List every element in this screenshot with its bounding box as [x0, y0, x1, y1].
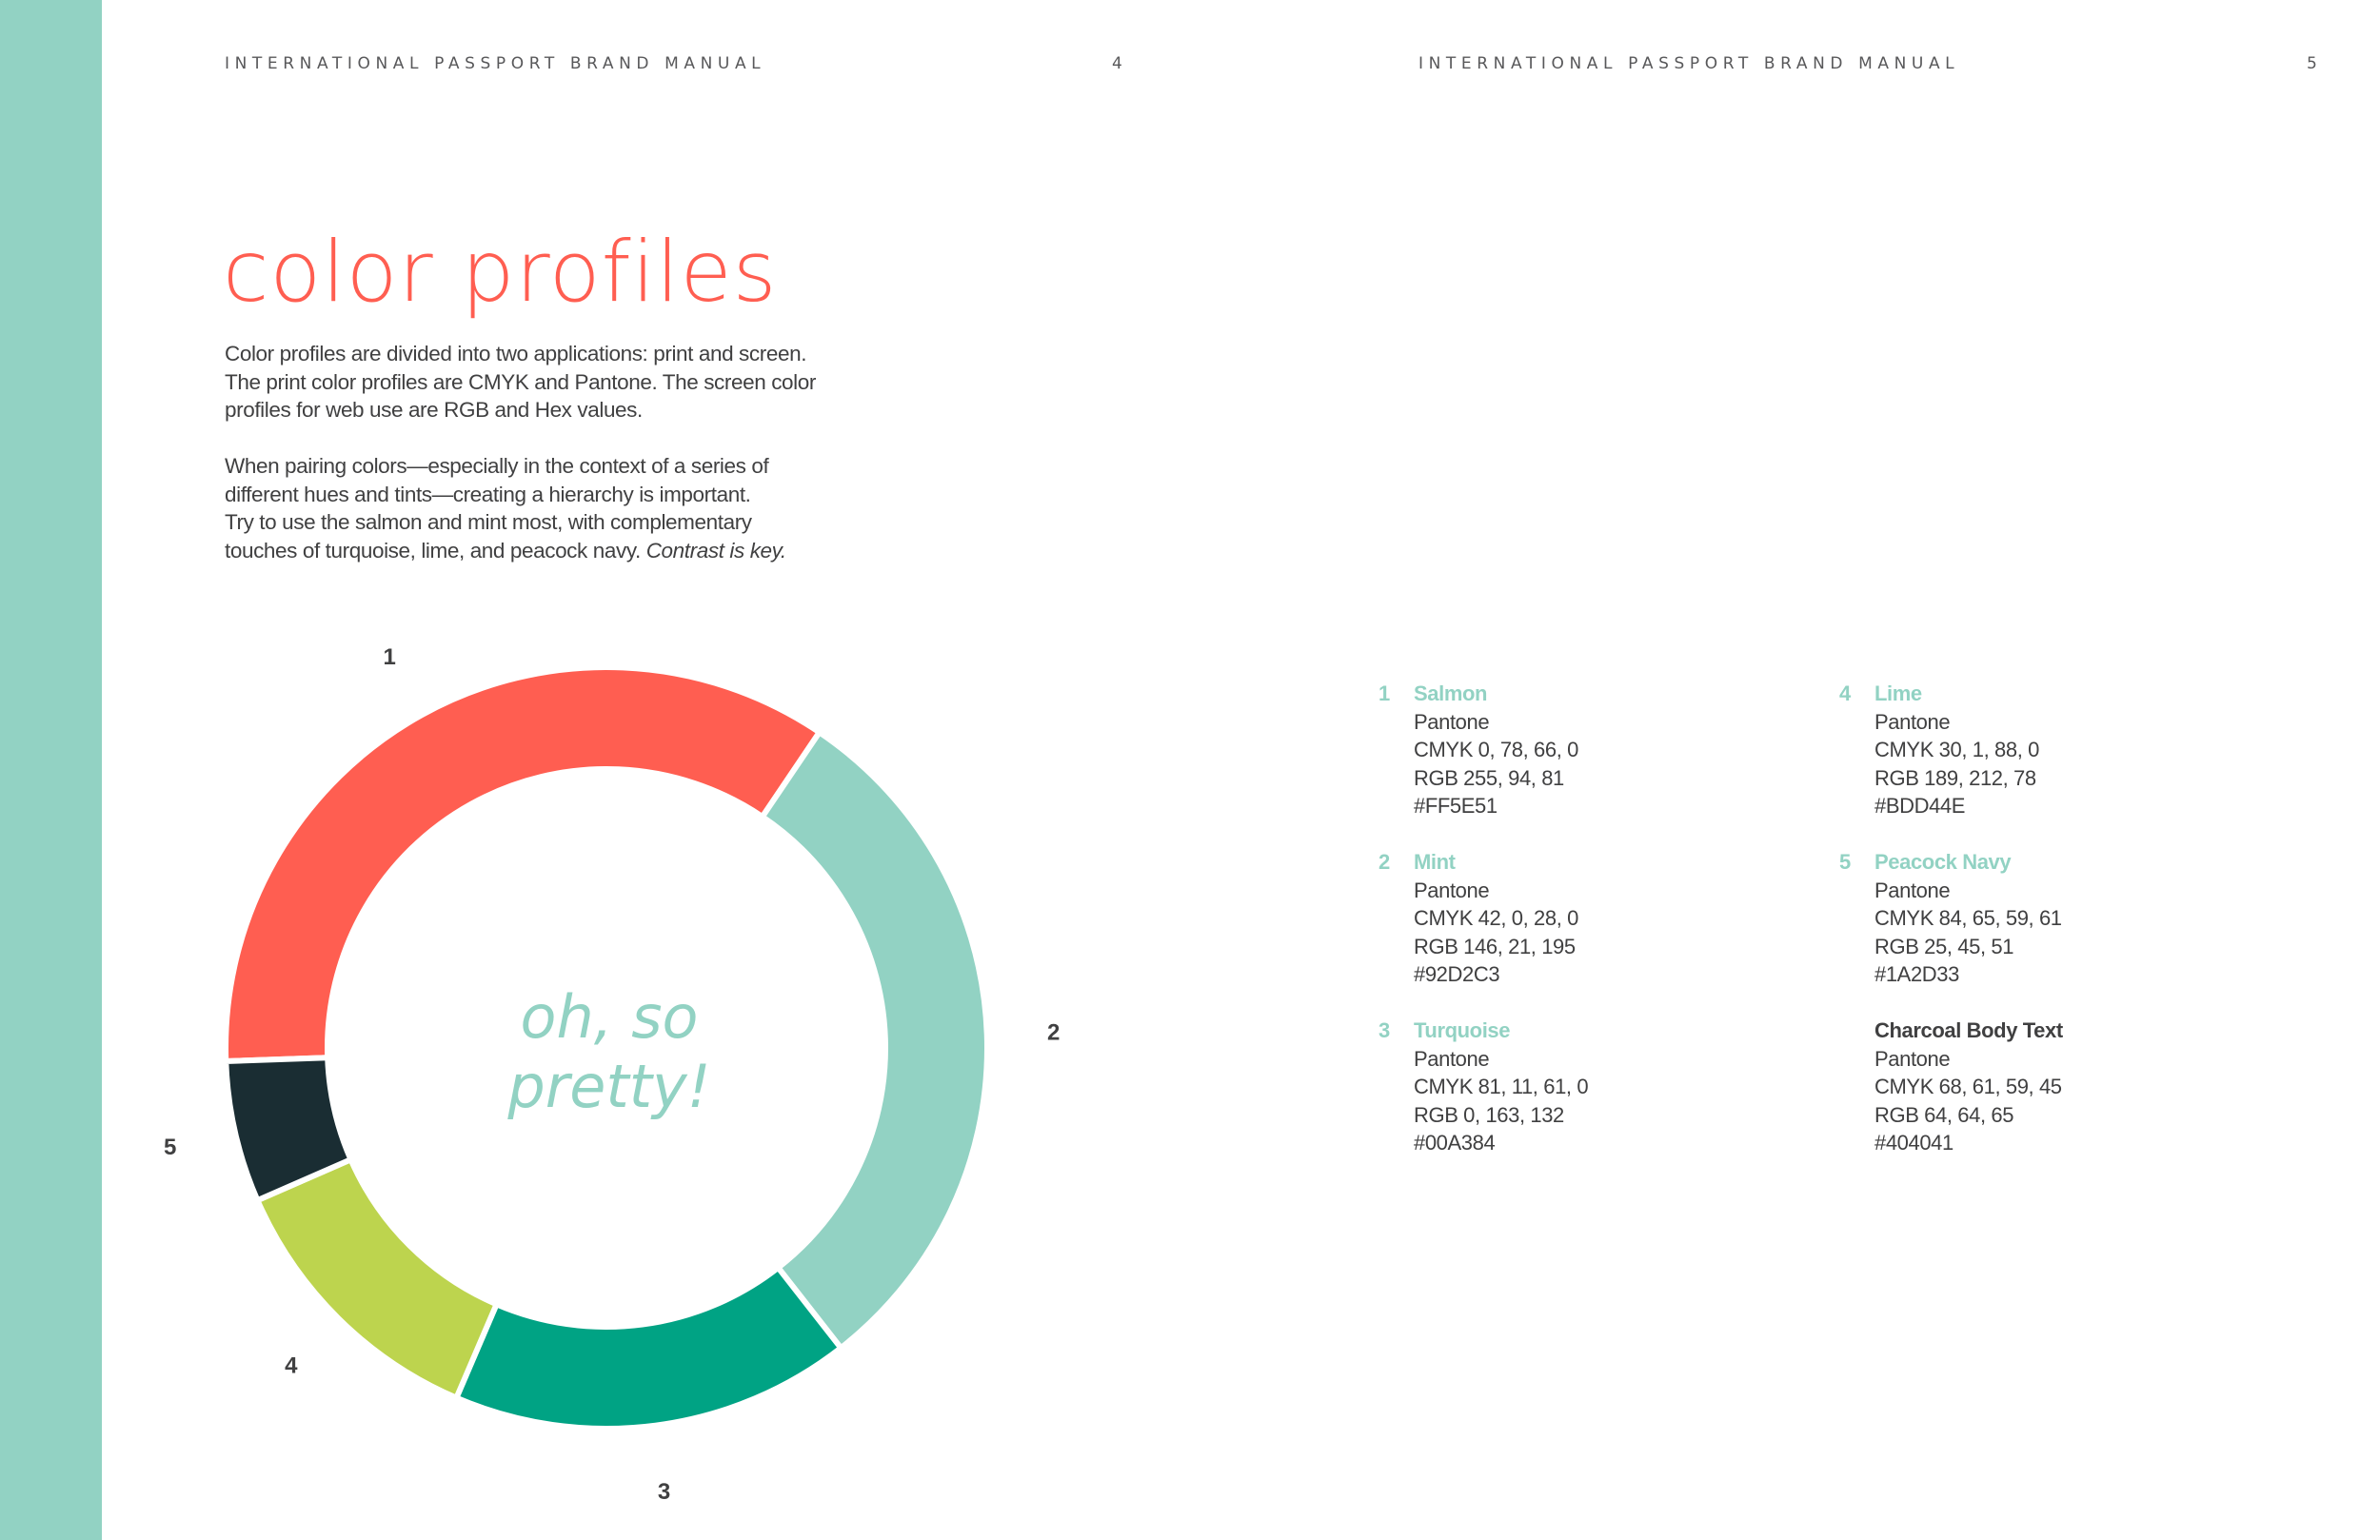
page-title: color profiles: [223, 223, 778, 321]
swatch-hex: #92D2C3: [1414, 962, 1500, 986]
donut-center-line-1: oh, so: [520, 982, 699, 1052]
swatch-pantone: Pantone: [1874, 709, 1951, 734]
running-head-left: INTERNATIONAL PASSPORT BRAND MANUAL: [225, 54, 766, 73]
donut-center-line-2: pretty!: [507, 1052, 711, 1121]
swatch-cmyk: CMYK 68, 61, 59, 45: [1874, 1075, 2062, 1098]
pairing-line: Try to use the salmon and mint most, with complementary: [225, 510, 752, 534]
swatch-name: Peacock Navy: [1874, 850, 2012, 874]
swatch-hex: #00A384: [1414, 1131, 1496, 1155]
swatch-rgb: RGB 0, 163, 132: [1414, 1102, 1564, 1127]
page-number-right: 5: [2307, 54, 2317, 73]
donut-slice-label: 2: [1047, 1019, 1061, 1046]
swatch-rgb: RGB 146, 21, 195: [1414, 934, 1576, 958]
swatch-rgb: RGB 189, 212, 78: [1874, 765, 2036, 790]
pairing-line: different hues and tints—creating a hierarchy is important.: [225, 482, 751, 506]
pairing-line-italic: Contrast is key.: [645, 538, 786, 563]
swatch-hex: #1A2D33: [1874, 962, 1959, 986]
intro-line: Color profiles are divided into two applications: print and screen.: [225, 342, 807, 365]
donut-slice-label: 1: [383, 643, 396, 670]
swatch-number: 2: [1378, 850, 1390, 874]
donut-slice-label: 5: [164, 1135, 177, 1161]
swatch-rgb: RGB 255, 94, 81: [1414, 765, 1564, 790]
swatch-cmyk: CMYK 0, 78, 66, 0: [1414, 738, 1578, 761]
swatch-number: 4: [1839, 681, 1851, 705]
swatch-pantone: Pantone: [1874, 1046, 1951, 1071]
page-number-left: 4: [1112, 54, 1122, 73]
swatch-cmyk: CMYK 84, 65, 59, 61: [1874, 906, 2062, 930]
donut-slice-label: 3: [657, 1479, 671, 1506]
swatch-pantone: Pantone: [1874, 878, 1951, 902]
swatch-hex: #FF5E51: [1414, 794, 1497, 818]
pairing-line: When pairing colors—especially in the context of a series of: [225, 454, 769, 478]
swatch-pantone: Pantone: [1414, 878, 1490, 902]
swatch-name: Charcoal Body Text: [1874, 1018, 2063, 1042]
donut-slice-mint: [763, 732, 987, 1348]
swatch-cmyk: CMYK 30, 1, 88, 0: [1874, 738, 2039, 761]
intro-line: The print color profiles are CMYK and Pantone. The screen color: [225, 369, 816, 394]
swatch-cmyk: CMYK 81, 11, 61, 0: [1414, 1075, 1589, 1098]
swatch-name: Salmon: [1414, 681, 1488, 705]
swatch-hex: #404041: [1874, 1131, 1954, 1155]
swatch-name: Turquoise: [1414, 1018, 1511, 1042]
intro-line: profiles for web use are RGB and Hex values.: [225, 398, 643, 422]
swatch-number: 3: [1378, 1018, 1390, 1042]
swatch-name: Lime: [1874, 681, 1922, 705]
swatch-rgb: RGB 64, 64, 65: [1874, 1102, 2014, 1127]
swatch-pantone: Pantone: [1414, 709, 1490, 734]
running-head-right: INTERNATIONAL PASSPORT BRAND MANUAL: [1418, 54, 1960, 73]
swatch-rgb: RGB 25, 45, 51: [1874, 934, 2014, 958]
donut-slice-label: 4: [285, 1352, 298, 1379]
swatch-hex: #BDD44E: [1874, 794, 1966, 818]
swatch-number: 1: [1378, 681, 1390, 705]
donut-slice-turquoise: [456, 1268, 841, 1429]
swatch-number: 5: [1839, 850, 1851, 874]
swatch-name: Mint: [1414, 850, 1456, 874]
swatch-pantone: Pantone: [1414, 1046, 1490, 1071]
swatch-cmyk: CMYK 42, 0, 28, 0: [1414, 906, 1578, 930]
pairing-line-plain: touches of turquoise, lime, and peacock navy.: [225, 538, 646, 563]
